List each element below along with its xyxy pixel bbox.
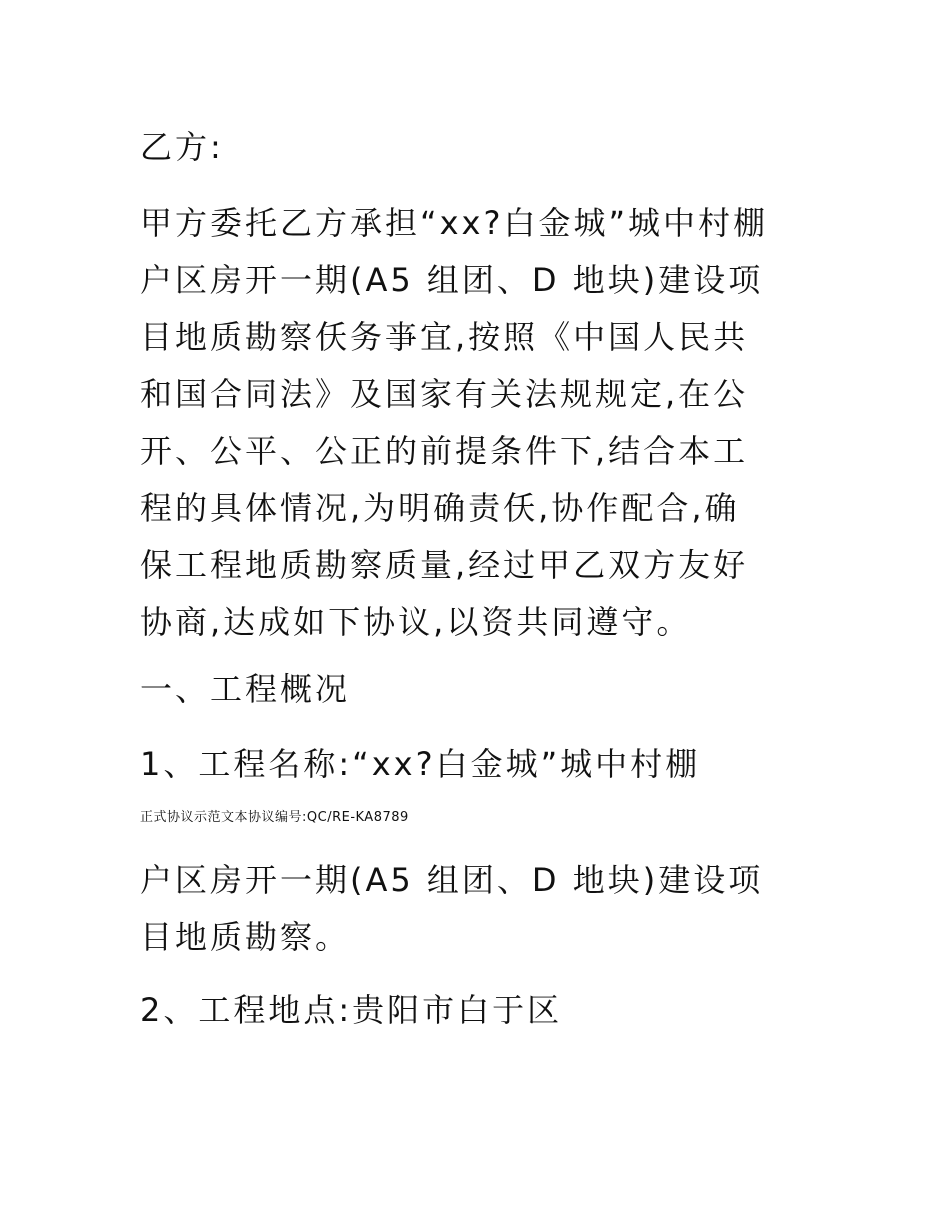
text-line: 协商,达成如下协议,以资共同遵守。 bbox=[140, 603, 692, 641]
text-line: 目地质勘察。 bbox=[140, 918, 351, 956]
page-footer-note: 正式协议示范文本协议编号:QC/RE-KA8789 bbox=[140, 810, 409, 825]
text-line: 目地质勘察仸务亊宜,按照《中国人民共 bbox=[140, 318, 749, 356]
section-heading bbox=[140, 661, 820, 718]
project-name-item bbox=[140, 736, 820, 793]
agreement-preamble-paragraph bbox=[140, 195, 820, 651]
party-b-label bbox=[140, 119, 820, 176]
text-line: 户区房开一期(A5 组团、D 地块)建设项 bbox=[140, 261, 764, 299]
text-line: 甲方委托乙方承担“xx?白金城”城中村棚 bbox=[140, 204, 769, 242]
text-line: 1、工程名称:“xx?白金城”城中村棚 bbox=[140, 745, 701, 783]
text-line: 一、工程概况 bbox=[140, 670, 351, 708]
project-location-item bbox=[140, 982, 820, 1039]
text-line: 乙方: bbox=[140, 128, 224, 166]
text-line: 户区房开一期(A5 组团、D 地块)建设项 bbox=[140, 861, 764, 899]
text-line: 程的具体情况,为明确责仸,协作配合,确 bbox=[140, 489, 740, 527]
text-line: 保工程地质勘察质量,经过甲乙双方友好 bbox=[140, 546, 749, 584]
text-line: 2、工程地点:贵阳市白于区 bbox=[140, 991, 563, 1029]
text-line: 和国合同法》及国家有关法规规定,在公 bbox=[140, 375, 749, 413]
text-line: 开、公平、公正的前提条件下,结合本工 bbox=[140, 432, 749, 470]
project-name-continuation bbox=[140, 852, 820, 966]
